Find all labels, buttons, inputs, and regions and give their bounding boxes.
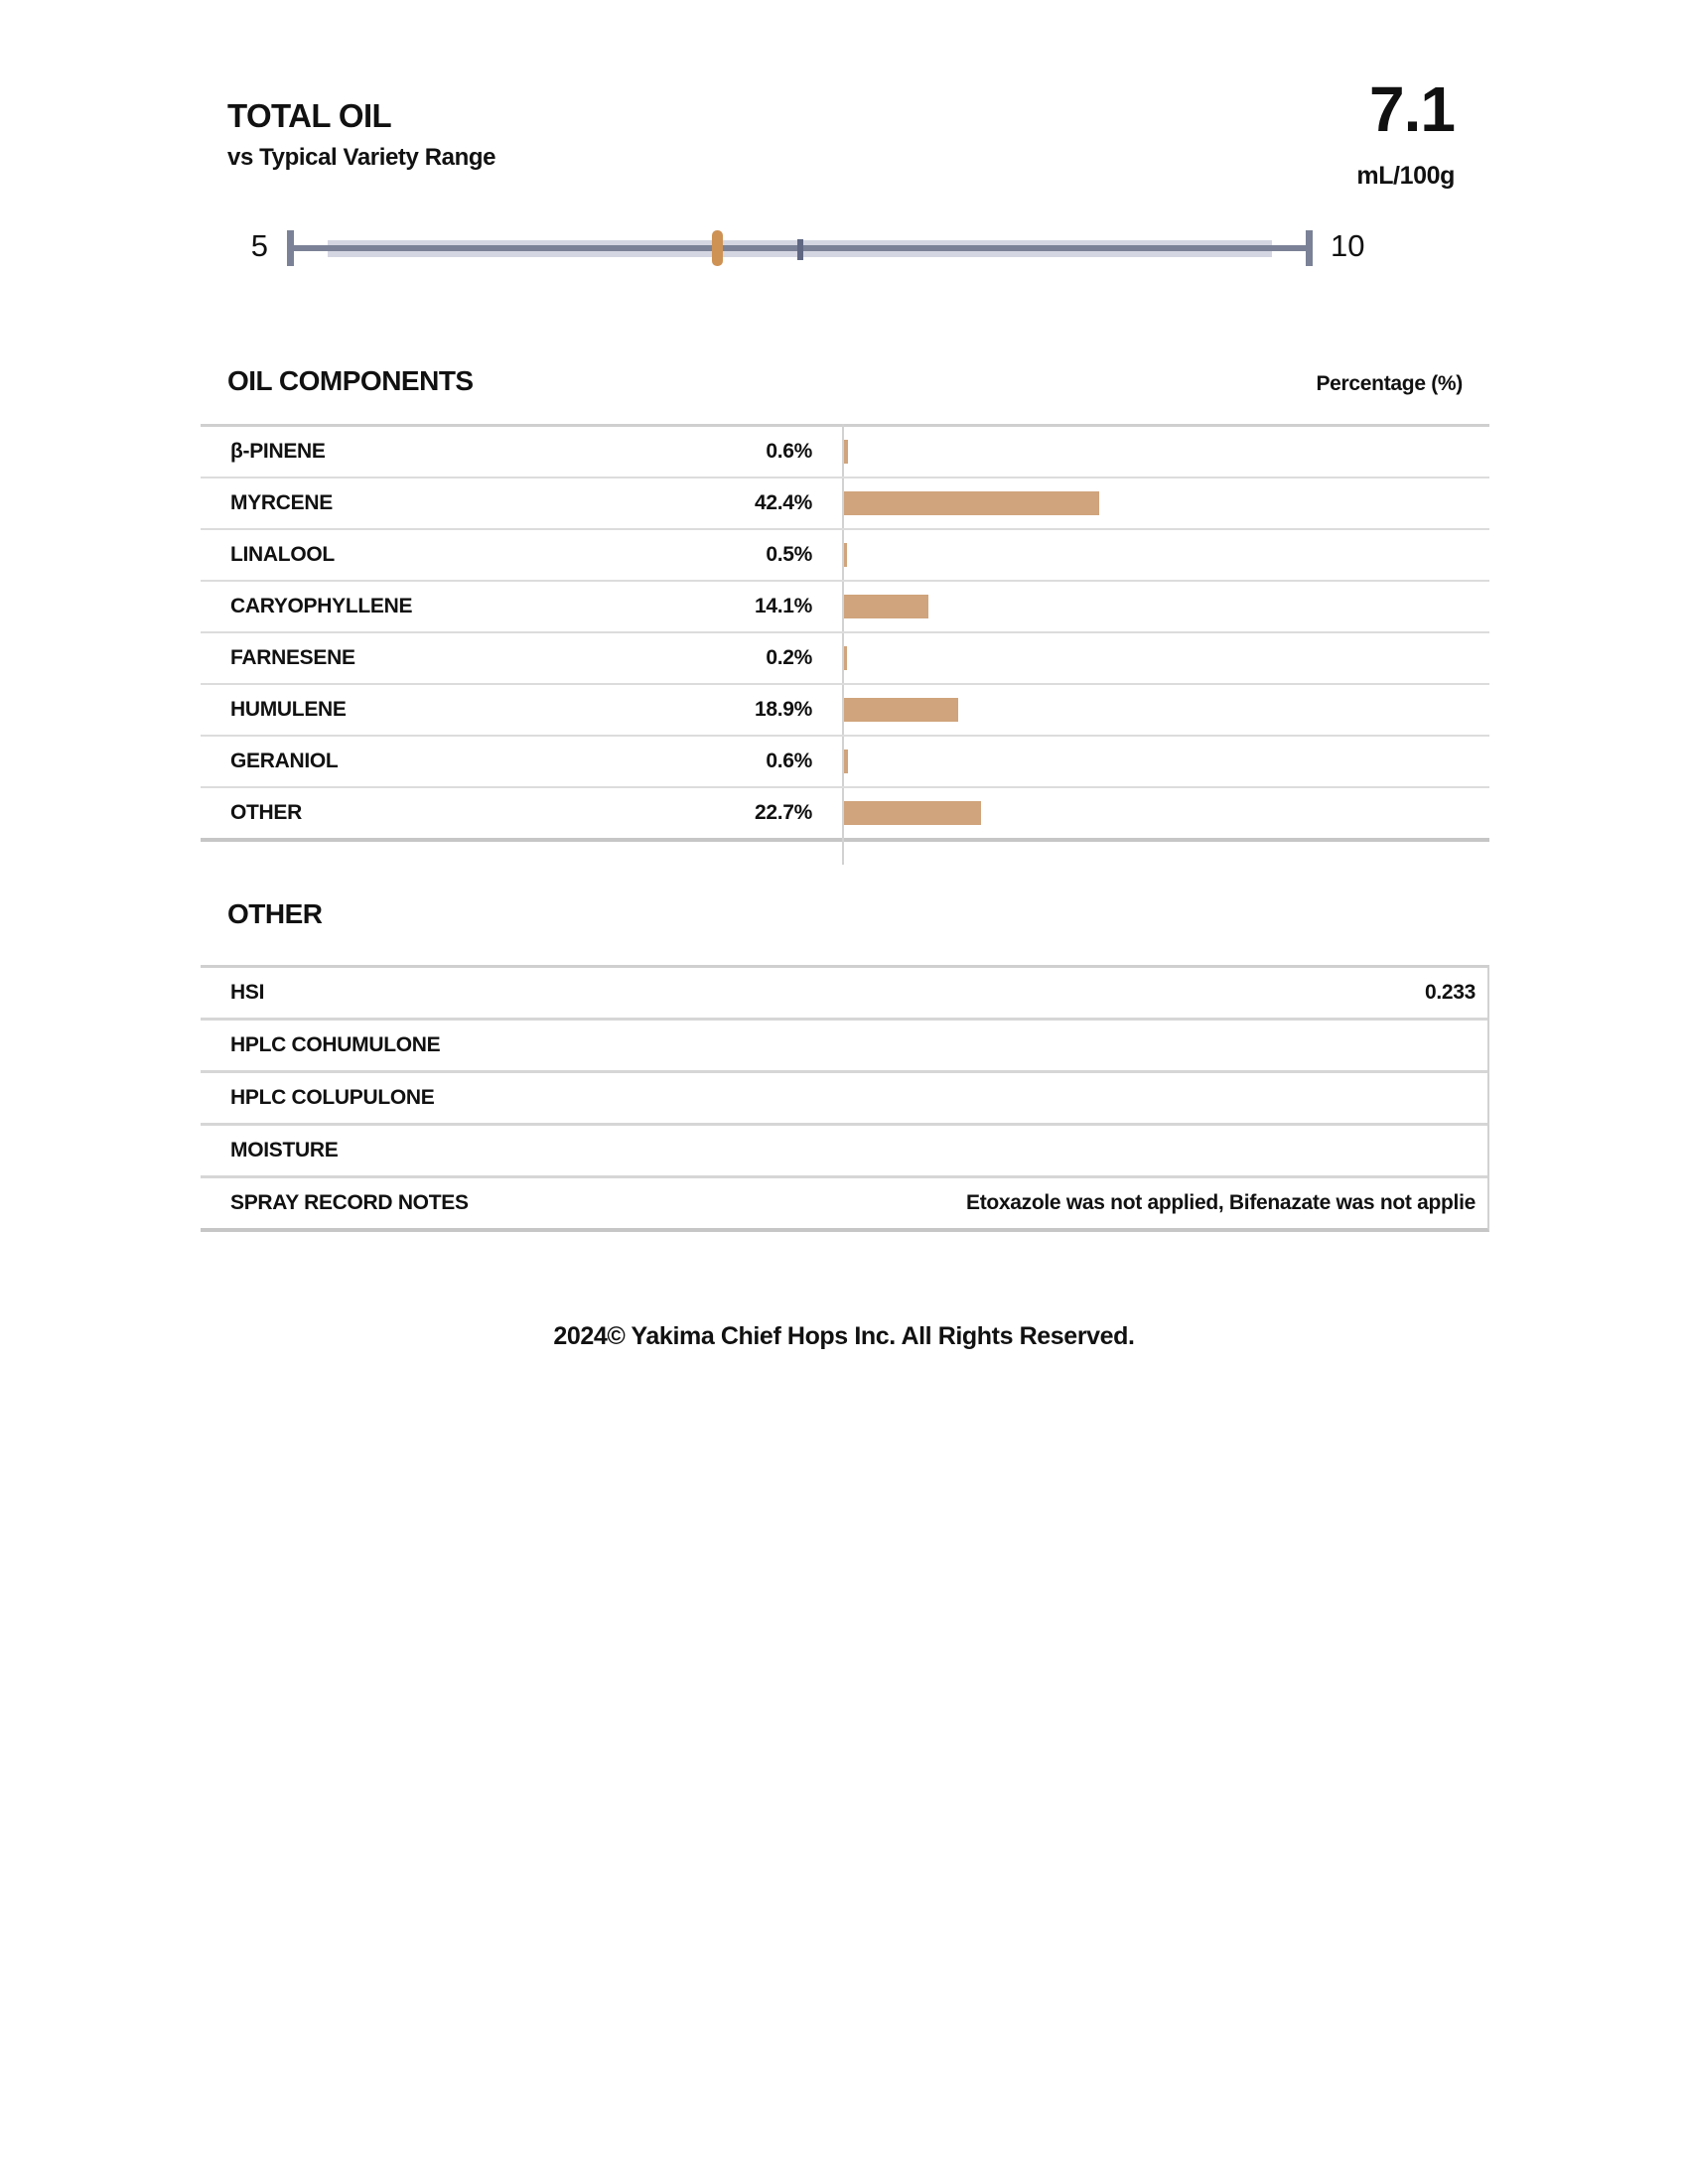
oil-component-row: [201, 580, 1489, 631]
other-table: [201, 965, 1489, 1232]
oil-components-table: [201, 424, 1489, 842]
oil-component-label: OTHER: [230, 801, 303, 824]
oil-component-row: [201, 786, 1489, 838]
oil-component-bar: [844, 750, 848, 773]
oil-component-label: HUMULENE: [230, 698, 347, 721]
oil-component-label: β-PINENE: [230, 440, 326, 463]
oil-component-value: 0.6%: [766, 750, 812, 772]
oil-component-row: [201, 528, 1489, 580]
percentage-axis-label: Percentage (%): [1316, 372, 1463, 395]
oil-component-value: 18.9%: [754, 698, 812, 721]
total-oil-title: TOTAL OIL: [227, 97, 392, 134]
range-min-label: 5: [250, 228, 268, 263]
range-left-cap: [287, 230, 294, 266]
oil-component-bar: [844, 698, 958, 722]
range-max-label: 10: [1331, 228, 1365, 263]
other-row: [201, 1175, 1487, 1228]
other-row: [201, 1018, 1487, 1070]
oil-components-title: OIL COMPONENTS: [227, 365, 474, 396]
other-row: [201, 1070, 1487, 1123]
oil-component-bar: [844, 440, 848, 464]
other-row-label: HSI: [230, 981, 265, 1004]
oil-component-bar: [844, 801, 981, 825]
oil-component-row: [201, 427, 1489, 477]
oil-component-bar: [844, 491, 1099, 515]
oil-component-bar: [844, 646, 847, 670]
oil-component-row: [201, 631, 1489, 683]
total-oil-value: 7.1: [1369, 73, 1455, 145]
measured-value-marker: [712, 230, 723, 266]
oil-component-label: FARNESENE: [230, 646, 355, 669]
oil-component-value: 0.5%: [766, 543, 812, 566]
oil-component-label: GERANIOL: [230, 750, 339, 772]
range-right-cap: [1306, 230, 1313, 266]
typical-midpoint-tick: [797, 239, 803, 260]
copyright-footer: 2024© Yakima Chief Hops Inc. All Rights Reserved.: [553, 1322, 1135, 1350]
other-row: [201, 968, 1487, 1018]
oil-component-value: 42.4%: [754, 491, 812, 514]
total-oil-unit: mL/100g: [1356, 162, 1455, 190]
oil-component-label: LINALOOL: [230, 543, 335, 566]
other-row-label: MOISTURE: [230, 1139, 339, 1161]
other-row-label: HPLC COHUMULONE: [230, 1033, 441, 1056]
oil-component-bar: [844, 543, 847, 567]
other-row-value: 0.233: [1424, 981, 1476, 1004]
other-row-label: SPRAY RECORD NOTES: [230, 1191, 469, 1214]
oil-component-label: MYRCENE: [230, 491, 333, 514]
oil-component-value: 14.1%: [754, 595, 812, 617]
other-row: [201, 1123, 1487, 1175]
total-oil-range-indicator: [0, 0, 1688, 298]
total-oil-subtitle: vs Typical Variety Range: [227, 144, 496, 171]
oil-component-value: 0.2%: [766, 646, 812, 669]
oil-component-bar: [844, 595, 928, 618]
oil-component-value: 0.6%: [766, 440, 812, 463]
other-row-label: HPLC COLUPULONE: [230, 1086, 435, 1109]
other-section-title: OTHER: [227, 898, 323, 929]
oil-component-row: [201, 683, 1489, 735]
oil-component-label: CARYOPHYLLENE: [230, 595, 413, 617]
other-row-value: Etoxazole was not applied, Bifenazate was not applie: [965, 1191, 1476, 1214]
oil-component-value: 22.7%: [754, 801, 812, 824]
oil-component-row: [201, 477, 1489, 528]
oil-component-row: [201, 735, 1489, 786]
